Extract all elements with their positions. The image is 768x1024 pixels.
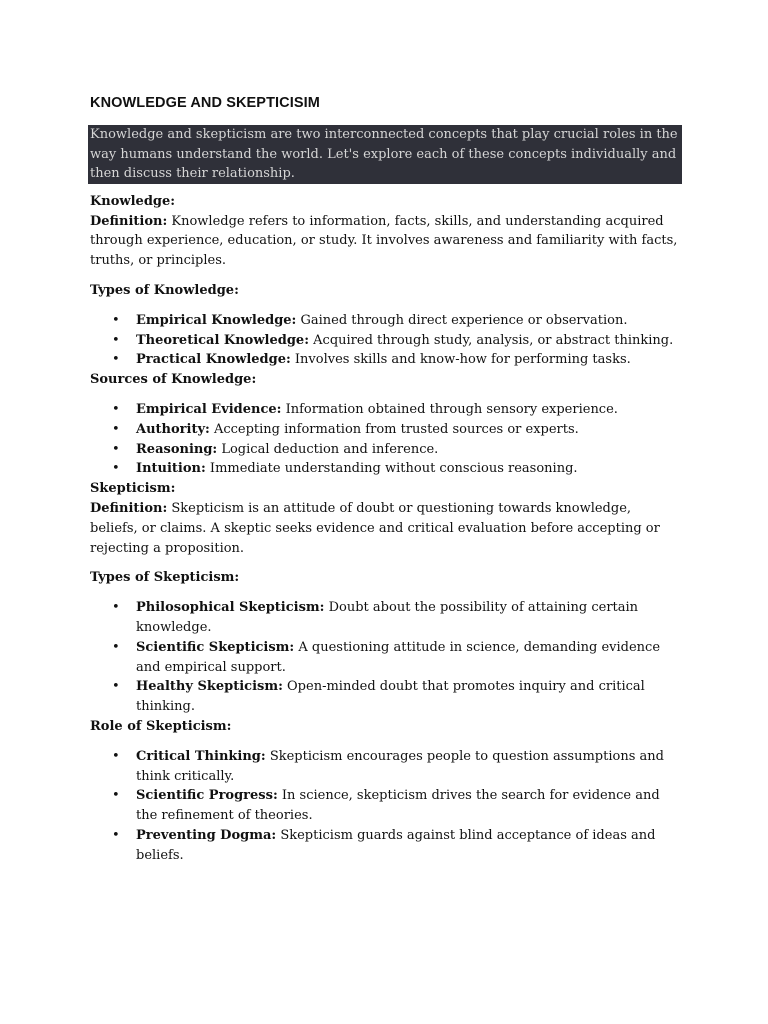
sources-of-knowledge-list [90, 400, 682, 479]
list-item [90, 677, 682, 717]
document-title: KNOWLEDGE AND SKEPTICISIM [90, 95, 320, 111]
list-item [90, 400, 682, 420]
list-item [90, 786, 682, 826]
list-item [90, 638, 682, 678]
bullet-icon: • [112, 461, 120, 477]
list-item-term: Empirical Evidence: [136, 401, 282, 417]
list-item-text: Open-minded doubt that promotes inquiry and critical thinking. [136, 679, 645, 715]
list-item [90, 331, 682, 351]
list-item [90, 598, 682, 638]
bullet-icon: • [112, 748, 120, 764]
list-item-text: Acquired through study, analysis, or abstract thinking. [309, 332, 674, 348]
list-item-text: Information obtained through sensory experience. [281, 401, 618, 417]
skepticism-heading: Skepticism: [90, 481, 176, 497]
list-item [90, 459, 682, 479]
bullet-icon: • [112, 639, 120, 655]
list-item-term: Healthy Skepticism: [136, 679, 283, 695]
bullet-icon: • [112, 312, 120, 328]
list-item-term: Philosophical Skepticism: [136, 600, 325, 616]
list-item-term: Reasoning: [136, 441, 218, 457]
list-item-term: Practical Knowledge: [136, 352, 291, 368]
list-item-term: Empirical Knowledge: [136, 312, 297, 328]
bullet-icon: • [112, 352, 120, 368]
intro-highlighted-paragraph: Knowledge and skepticism are two interconnected concepts that play crucial roles in the way humans understand the world. Let's explore each of these concepts individually and then discuss their relationship. [88, 125, 682, 184]
bullet-icon: • [112, 332, 120, 348]
list-item [90, 420, 682, 440]
list-item-term: Intuition: [136, 461, 206, 477]
knowledge-heading: Knowledge: [90, 193, 176, 209]
bullet-icon: • [112, 421, 120, 437]
bullet-icon: • [112, 401, 120, 417]
list-item-text: Accepting information from trusted sources or experts. [209, 421, 579, 437]
list-item-text: In science, skepticism drives the search for evidence and the refinement of theories. [136, 788, 660, 824]
list-item-text: Skepticism guards against blind acceptance of ideas and beliefs. [136, 827, 656, 863]
list-item-term: Preventing Dogma: [136, 827, 277, 843]
list-item-term: Authority: [136, 421, 210, 437]
list-item [90, 350, 682, 370]
sources-of-knowledge-heading: Sources of Knowledge: [90, 372, 257, 388]
types-of-skepticism-list [90, 598, 682, 717]
list-item [90, 440, 682, 460]
definition-text: Knowledge refers to information, facts, skills, and understanding acquired through experience, education, or study. It involves awareness and familiarity with facts, truths, or principles. [90, 213, 678, 269]
list-item-text: Gained through direct experience or observation. [296, 312, 628, 328]
list-item-term: Scientific Progress: [136, 788, 278, 804]
types-of-knowledge-list [90, 311, 682, 370]
list-item-term: Scientific Skepticism: [136, 639, 295, 655]
list-item-text: Skepticism encourages people to question assumptions and think critically. [136, 748, 664, 784]
list-item-text: A questioning attitude in science, demanding evidence and empirical support. [136, 639, 661, 675]
list-item-text: Involves skills and know-how for performing tasks. [290, 352, 631, 368]
bullet-icon: • [112, 441, 120, 457]
role-of-skepticism-list [90, 747, 682, 866]
definition-label: Definition: [90, 213, 168, 229]
bullet-icon: • [112, 827, 120, 843]
bullet-icon: • [112, 788, 120, 804]
bullet-icon: • [112, 600, 120, 616]
list-item [90, 826, 682, 866]
bullet-icon: • [112, 679, 120, 695]
skepticism-definition [90, 499, 682, 558]
types-of-knowledge-heading: Types of Knowledge: [90, 282, 239, 298]
list-item [90, 311, 682, 331]
definition-text: Skepticism is an attitude of doubt or questioning towards knowledge, beliefs, or claims. A skeptic seeks evidence and critical evaluation before accepting or rejecting a proposition. [90, 500, 660, 556]
list-item-term: Theoretical Knowledge: [136, 332, 310, 348]
list-item-text: Doubt about the possibility of attaining certain knowledge. [136, 600, 639, 635]
list-item-term: Critical Thinking: [136, 748, 266, 764]
definition-label: Definition: [90, 500, 168, 516]
role-of-skepticism-heading: Role of Skepticism: [90, 718, 232, 734]
list-item-text: Logical deduction and inference. [217, 441, 439, 457]
knowledge-definition [90, 212, 682, 271]
list-item-text: Immediate understanding without conscious reasoning. [205, 461, 578, 477]
types-of-skepticism-heading: Types of Skepticism: [90, 570, 240, 586]
document-page [90, 94, 682, 865]
list-item [90, 747, 682, 787]
